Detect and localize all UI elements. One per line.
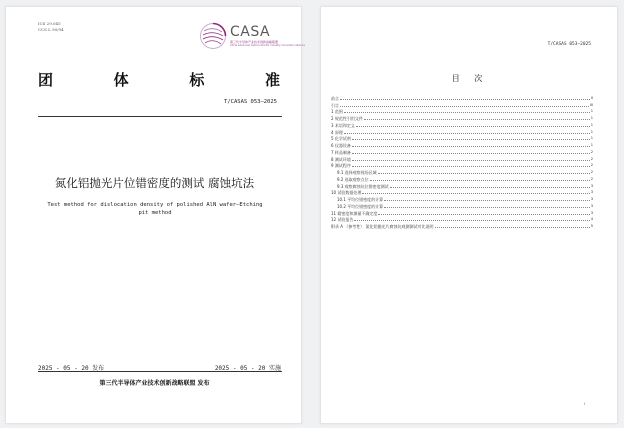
toc-leader-dots (362, 191, 589, 194)
toc-entry-label: 12 试验报告 (331, 217, 354, 223)
standard-number: T/CASAS 053—2025 (224, 99, 277, 105)
toc-entry-label: 前言 (331, 95, 339, 101)
publisher: 第三代半导体产业技术创新战略联盟 发布 (99, 380, 210, 387)
toc-entry-label: 10.1 平均位错密度的计算 (337, 197, 384, 202)
toc-entry[interactable] (331, 108, 593, 115)
toc-entry[interactable] (331, 222, 593, 229)
toc-entry[interactable] (331, 114, 593, 121)
toc-entry-label: 7 样品制备 (331, 149, 351, 155)
toc-entry-label: 2 规范性引用文件 (331, 116, 363, 121)
toc-entry-label: 11 精密度和测量不确定度 (331, 210, 378, 216)
toc-entry-page: 1 (590, 129, 593, 134)
toc-entry-page: 2 (590, 149, 593, 154)
toc-entry[interactable] (331, 101, 593, 108)
toc-leader-dots (356, 124, 590, 127)
toc-entry-page: 3 (590, 210, 593, 215)
toc-leader-dots (340, 97, 590, 100)
toc-leader-dots (435, 225, 590, 228)
toc-entry[interactable] (331, 209, 593, 216)
toc-entry-label: 引言 (331, 102, 339, 108)
toc-entry-label: 10 试验数据处理 (331, 190, 362, 196)
toc-leader-dots (352, 137, 590, 140)
toc-entry-page: 4 (590, 217, 593, 222)
toc-entry-page: 3 (590, 203, 593, 208)
toc-entry-label: 9.2 选取观察点位 (337, 176, 369, 182)
toc-entry-page: 2 (590, 156, 593, 161)
toc-leader-dots (352, 144, 590, 147)
logo-chinese-name: 第三代半导体产业技术创新战略联盟 (230, 40, 279, 44)
page-number: I (583, 402, 585, 406)
toc-entry-label: 4 原理 (331, 129, 343, 135)
toc-entry[interactable] (331, 155, 593, 162)
standard-type-char: 体 (113, 71, 129, 89)
divider (38, 116, 282, 117)
toc-entry-label: 3 术语和定义 (331, 122, 355, 128)
toc-leader-dots (378, 212, 589, 215)
standard-type-char: 准 (264, 71, 280, 89)
toc-entry[interactable] (331, 195, 593, 202)
document-title-chinese: 氮化铝抛光片位错密度的测试 腐蚀坑法 (54, 176, 255, 190)
toc-entry[interactable] (331, 182, 593, 189)
toc-entry[interactable] (331, 148, 593, 155)
cover-page (5, 6, 305, 424)
toc-leader-dots (384, 205, 590, 208)
toc-entry-label: 9.3 观察腐蚀坑位错密度测试 (337, 183, 389, 189)
toc-entry[interactable] (331, 94, 593, 101)
toc-entry-label: 6 仪器设备 (331, 143, 351, 148)
toc-entry-label: 9.1 选择观察视场区域 (337, 170, 377, 175)
toc-leader-dots (352, 164, 590, 167)
toc-leader-dots (354, 218, 589, 221)
standard-type (38, 69, 280, 90)
toc-entry[interactable] (331, 202, 593, 209)
toc-entry[interactable] (331, 168, 593, 175)
toc-entry-page: 1 (590, 116, 593, 120)
page-header-standard-number: T/CASAS 053—2025 (547, 42, 591, 47)
publish-date: 2025 - 05 - 20 发布 (38, 365, 105, 372)
toc-entry[interactable] (331, 141, 593, 148)
toc-page (320, 6, 618, 424)
ccs-code: CCS L 90/94 (38, 27, 64, 32)
toc-leader-dots (352, 158, 590, 161)
toc-entry-page: 3 (590, 197, 593, 201)
casa-logo-icon (199, 22, 227, 50)
document-title-english: Test method for dislocation density of polished AlN wafer—Etching pit method (47, 202, 263, 216)
toc-entry[interactable] (331, 162, 593, 169)
standard-type-char: 标 (189, 71, 205, 89)
table-of-contents (331, 94, 593, 229)
toc-entry-page: 1 (590, 109, 593, 114)
toc-leader-dots (340, 104, 589, 107)
toc-leader-dots (344, 110, 590, 113)
toc-entry-page: 5 (590, 224, 593, 228)
toc-entry-label: 1 范围 (331, 109, 343, 115)
toc-entry-label: 附录 A （参考性） 氮化铝抛光片腐蚀坑观测测试对比说明 (331, 224, 434, 229)
toc-entry-page: 1 (590, 143, 593, 147)
toc-entry[interactable] (331, 189, 593, 196)
classification-codes (38, 21, 64, 33)
toc-leader-dots (364, 117, 590, 120)
toc-entry-page: 1 (590, 136, 593, 141)
toc-entry[interactable] (331, 121, 593, 128)
logo-wordmark: CASA (230, 24, 271, 40)
implementation-date: 2025 - 05 - 20 实施 (214, 365, 281, 372)
toc-entry[interactable] (331, 135, 593, 142)
toc-entry-page: 3 (590, 190, 593, 195)
toc-leader-dots (344, 131, 590, 134)
toc-entry-page: 2 (590, 170, 593, 174)
toc-entry-label: 10.2 平均位错密度的计算 (337, 203, 384, 209)
toc-leader-dots (352, 151, 590, 154)
toc-leader-dots (370, 178, 590, 181)
toc-entry-label: 9 测试程序 (331, 163, 351, 169)
toc-entry-page: 2 (590, 176, 593, 181)
toc-entry[interactable] (331, 175, 593, 182)
toc-entry[interactable] (331, 128, 593, 135)
toc-entry-page: 2 (590, 163, 593, 168)
logo-english-name: China advanced semiconductor industry innovation alliance (230, 44, 305, 47)
toc-leader-dots (378, 171, 590, 174)
toc-entry-page: 3 (590, 183, 593, 188)
toc-leader-dots (384, 198, 590, 201)
toc-entry-page: III (589, 102, 593, 107)
toc-entry-label: 5 化学试剂 (331, 136, 351, 142)
casa-logo (199, 22, 305, 50)
toc-leader-dots (390, 185, 590, 188)
toc-entry-page: 1 (590, 122, 593, 127)
standard-type-char: 团 (38, 71, 54, 89)
toc-entry-label: 8 测试环境 (331, 156, 351, 162)
toc-entry[interactable] (331, 216, 593, 223)
toc-entry-page: II (590, 95, 593, 100)
divider (38, 371, 282, 372)
ics-code: ICS 29.045 (38, 21, 61, 26)
toc-title: 目 次 (451, 74, 489, 83)
